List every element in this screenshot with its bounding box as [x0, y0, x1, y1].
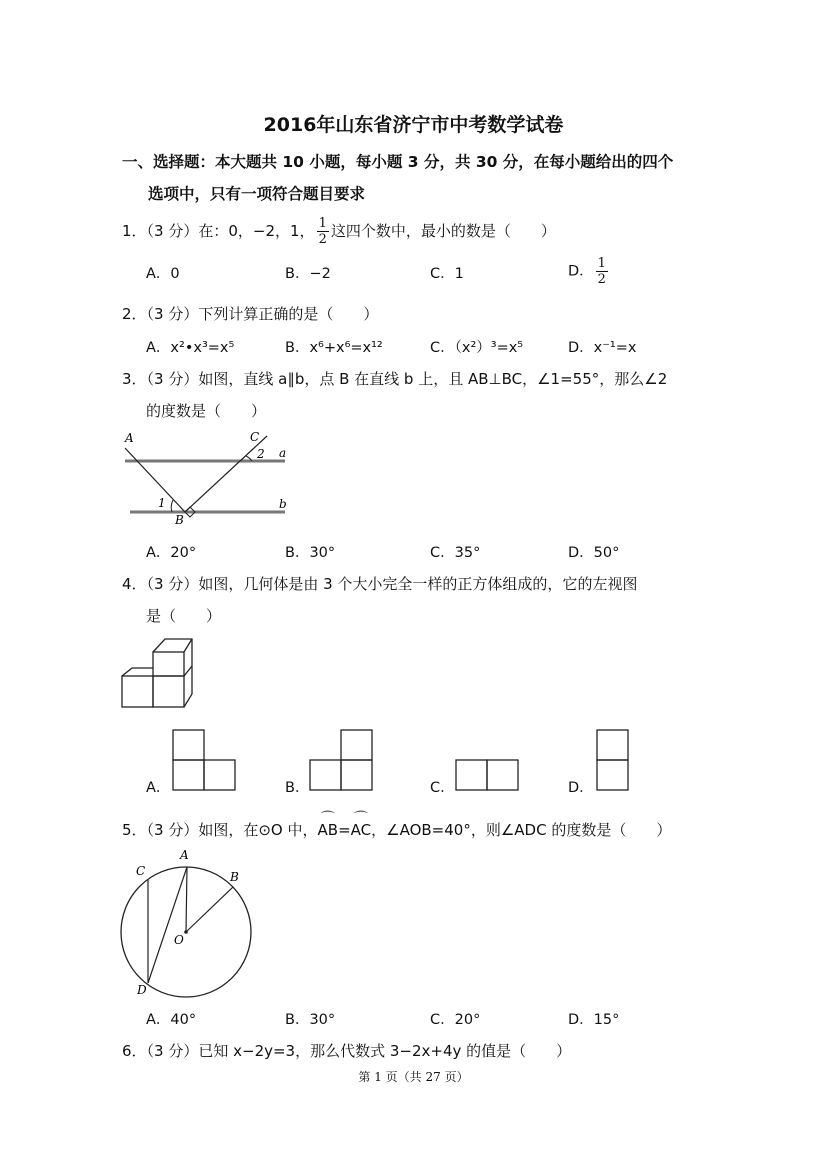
- q5-pre: 5．（3 分）如图，在⊙O 中，: [122, 821, 318, 839]
- q3-label-line-a: a: [279, 446, 287, 460]
- page-title: 2016年山东省济宁市中考数学试卷: [263, 114, 564, 136]
- q5-label-b: B: [230, 870, 239, 884]
- q3-label-line-b: b: [279, 497, 287, 511]
- q6-stem: 6．（3 分）已知 x−2y=3，那么代数式 3−2x+4y 的值是（ ）: [122, 1042, 572, 1060]
- q1-option-d-fraction: [596, 256, 608, 287]
- q4-stem-line1: 4．（3 分）如图，几何体是由 3 个大小完全一样的正方体组成的，它的左视图: [122, 575, 638, 593]
- q2-stem: 2．（3 分）下列计算正确的是（ ）: [122, 305, 379, 323]
- q3-label-angle-2: 2: [257, 447, 265, 461]
- q3-label-a-point: A: [125, 431, 134, 445]
- q5-option-a[interactable]: A．40°: [146, 1012, 197, 1028]
- q3-label-c-point: C: [250, 430, 260, 444]
- q5-option-b[interactable]: B．30°: [285, 1012, 336, 1028]
- q4-option-a-view[interactable]: [172, 728, 236, 792]
- q4-option-a-label[interactable]: A．: [146, 780, 171, 796]
- q5-label-a: A: [180, 848, 189, 862]
- q3-option-a[interactable]: A．20°: [146, 545, 197, 561]
- q1-frac-num: 1: [318, 216, 327, 231]
- q3-option-c[interactable]: C．35°: [430, 545, 481, 561]
- q3-option-d[interactable]: D．50°: [568, 545, 620, 561]
- q4-option-d-view[interactable]: [596, 728, 630, 792]
- q1-stem: [122, 216, 556, 247]
- q4-option-c-label[interactable]: C．: [430, 780, 455, 796]
- q1-fraction: [317, 216, 329, 247]
- q5-eq: =: [338, 821, 351, 839]
- q5-figure-circle: [115, 845, 265, 1000]
- q1-option-d[interactable]: [568, 256, 610, 287]
- q5-post: ，∠AOB=40°，则∠ADC 的度数是（ ）: [371, 821, 672, 839]
- q4-option-d-label[interactable]: D．: [568, 780, 594, 796]
- section-heading-line1: 一、选择题：本大题共 10 小题，每小题 3 分，共 30 分，在每小题给出的四个: [122, 153, 674, 171]
- q1-option-a[interactable]: A．0: [146, 266, 180, 282]
- q2-option-c[interactable]: C．（x²）³=x⁵: [430, 340, 524, 356]
- q4-stem-line2: 是（ ）: [146, 607, 222, 625]
- page-footer: 第 1 页（共 27 页）: [358, 1070, 469, 1084]
- q5-option-d[interactable]: D．15°: [568, 1012, 620, 1028]
- q3-option-b[interactable]: B．30°: [285, 545, 336, 561]
- q5-label-d: D: [137, 983, 147, 997]
- q5-label-c: C: [136, 864, 146, 878]
- q5-option-c[interactable]: C．20°: [430, 1012, 481, 1028]
- q3-stem-line2: 的度数是（ ）: [146, 402, 267, 420]
- q1-option-d-den: 2: [597, 272, 606, 287]
- q1-frac-den: 2: [318, 232, 327, 247]
- q5-stem: [122, 818, 671, 840]
- q2-option-a[interactable]: A．x²•x³=x⁵: [146, 340, 235, 356]
- q5-arc-ab: ⌒ AB: [318, 818, 339, 839]
- q2-option-b[interactable]: B．x⁶+x⁶=x¹²: [285, 340, 383, 356]
- q5-arc-ac: ⌒ AC: [351, 818, 371, 839]
- section-heading-line2: 选项中，只有一项符合题目要求: [148, 185, 366, 203]
- q3-label-angle-1: 1: [158, 496, 166, 510]
- q4-option-b-view[interactable]: [309, 728, 373, 792]
- q1-pre: 1．（3 分）在：0，−2，1，: [122, 222, 315, 240]
- q4-option-c-view[interactable]: [455, 758, 519, 792]
- q1-option-b[interactable]: B．−2: [285, 266, 331, 282]
- q4-figure-cubes: [120, 636, 195, 711]
- q4-option-b-label[interactable]: B．: [285, 780, 310, 796]
- q3-label-b-point: B: [175, 513, 184, 527]
- q5-label-o: O: [174, 933, 184, 947]
- q3-figure-parallel-lines: [115, 428, 300, 528]
- q1-option-d-label: D．: [568, 263, 594, 280]
- q1-option-d-num: 1: [597, 256, 606, 271]
- q1-post: 这四个数中，最小的数是（ ）: [330, 222, 556, 240]
- q2-option-d[interactable]: D．x⁻¹=x: [568, 340, 637, 356]
- q1-option-c[interactable]: C．1: [430, 266, 464, 282]
- q3-stem-line1: 3．（3 分）如图，直线 a∥b，点 B 在直线 b 上，且 AB⊥BC，∠1=55°，那么∠2: [122, 370, 668, 388]
